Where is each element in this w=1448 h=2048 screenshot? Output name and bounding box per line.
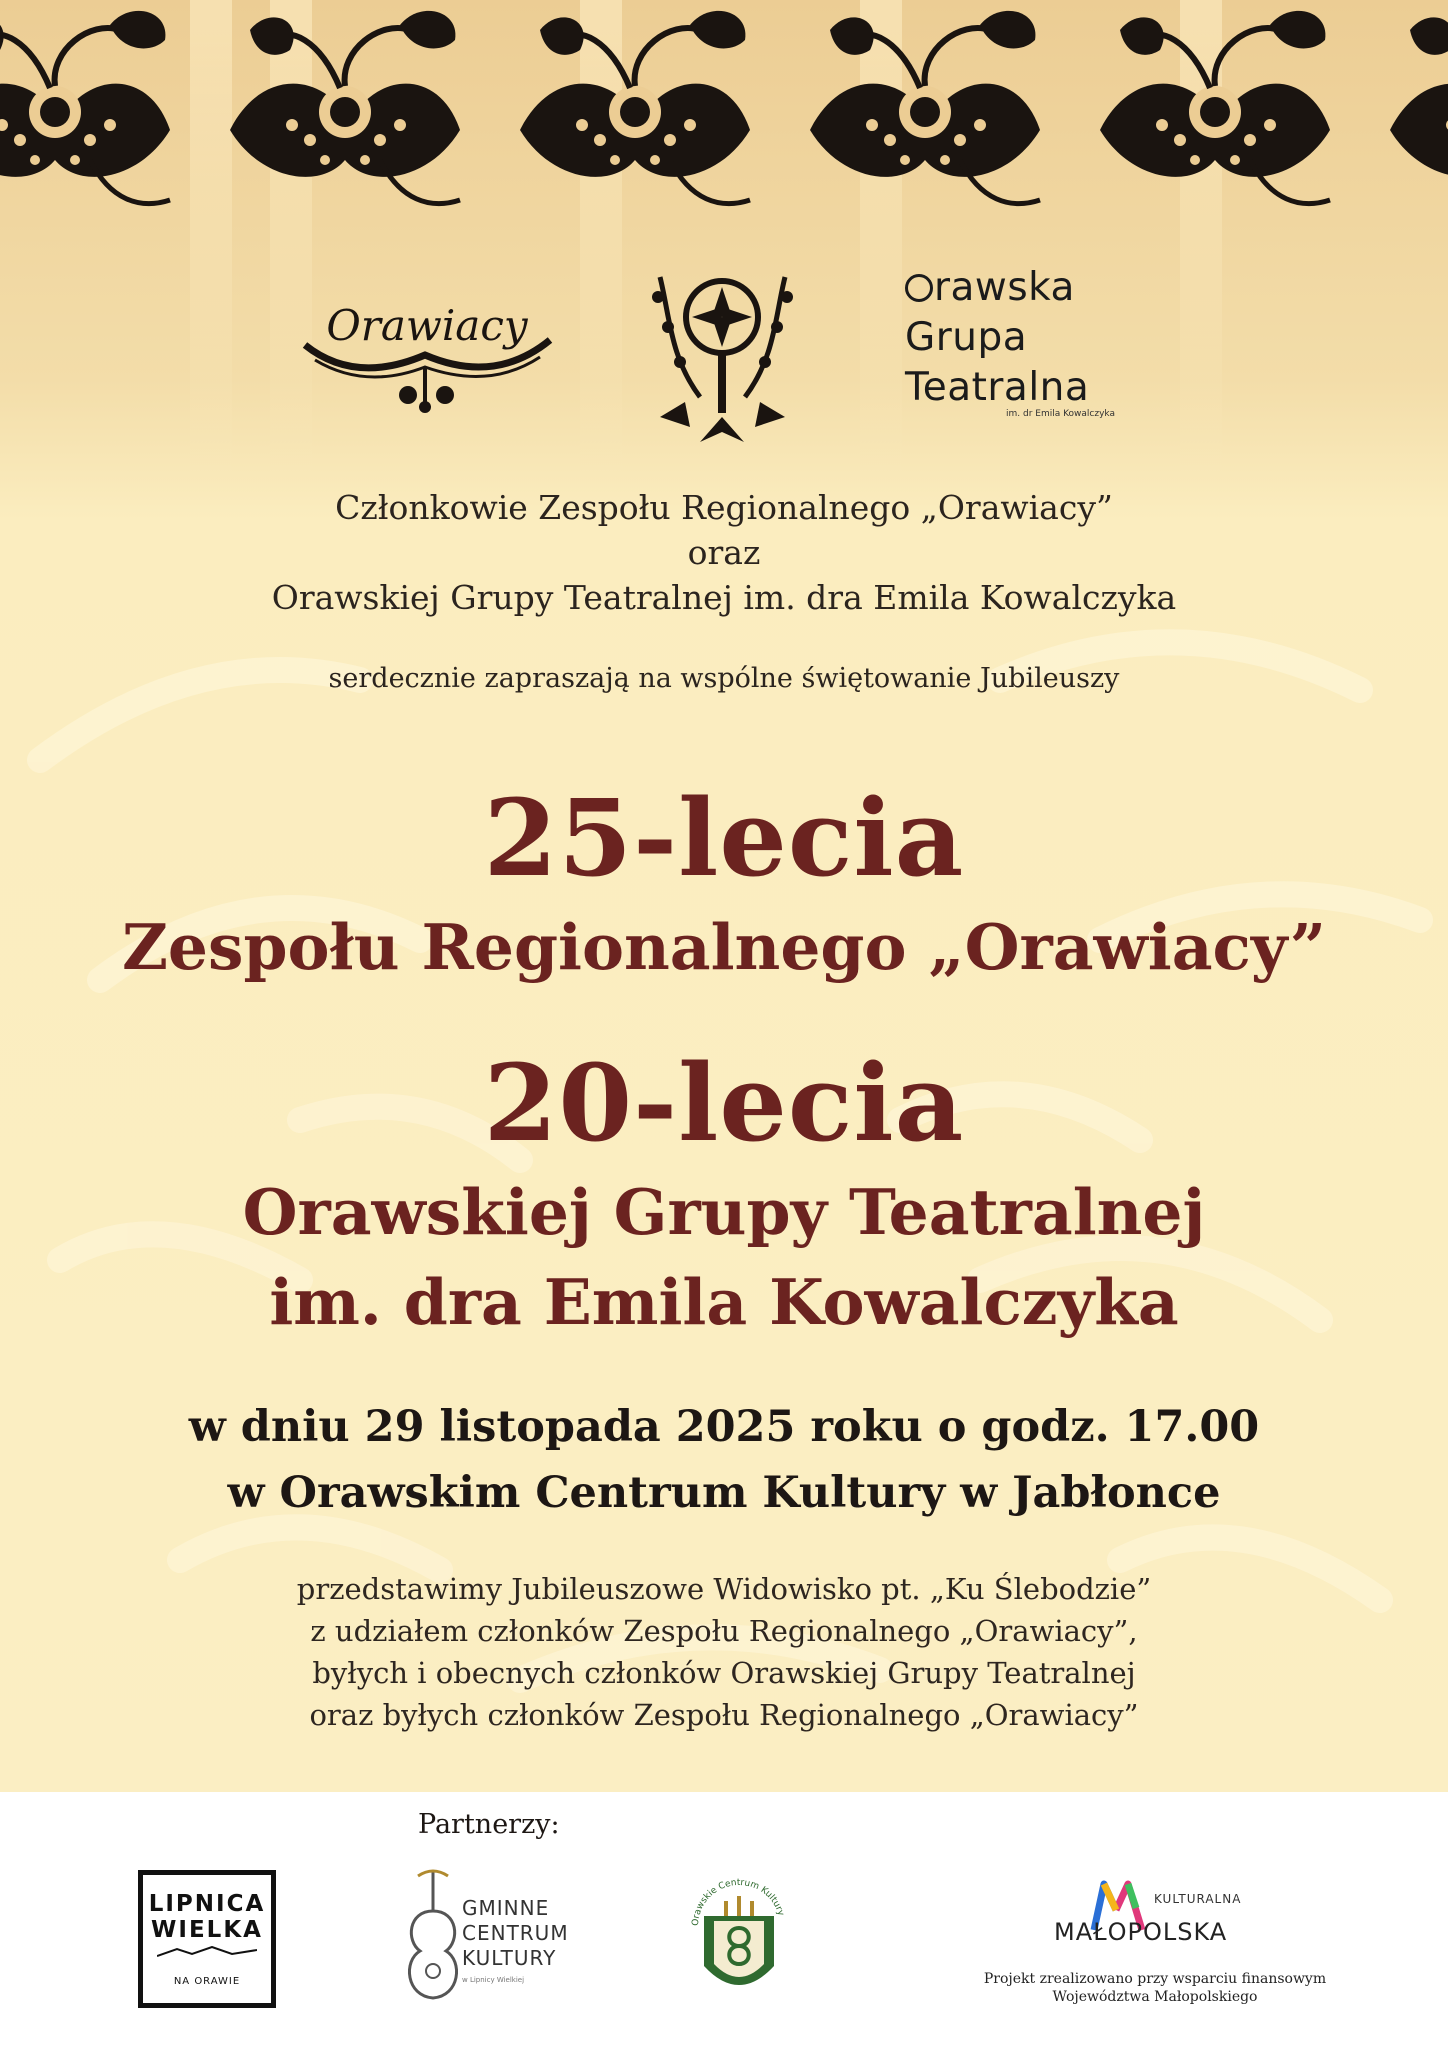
event-description [0,1568,1448,1736]
logos-row [0,255,1448,455]
ogt-logo-line1: rawska [905,263,1135,313]
funding-note [960,1970,1350,2006]
gck-logo-subtitle: w Lipnicy Wielkiej [462,1976,525,1984]
ogt-logo-line3: Teatralna [905,365,1090,410]
funding-note-line2: Województwa Małopolskiego [1052,1989,1258,2005]
ock-logo-arc-text: Orawskie Centrum Kultury [690,1877,786,1927]
intro-line-2: oraz [687,533,761,572]
ogt-logo-line2: Grupa [905,315,1028,360]
gck-line-2: CENTRUM [462,1921,569,1945]
mountains-icon [157,1946,257,1958]
jubilee-20-heading: 20-lecia [483,1040,965,1165]
ogt-logo-subtitle: im. dr Emila Kowalczyka [1006,409,1115,419]
description-line: byłych i obecnych członków Orawskiej Grupy Teatralnej [312,1656,1136,1690]
lipnica-wielka-logo [138,1870,276,2008]
folk-floral-border [0,0,1448,225]
folk-emblem-logo [640,267,805,447]
lipnica-logo-line1: LIPNICA [148,1891,266,1917]
jubilee-20-name-line1: Orawskiej Grupy Teatralnej [242,1175,1206,1249]
ogt-logo [905,263,1135,433]
event-date: w dniu 29 listopada 2025 roku o godz. 17.00 [188,1402,1260,1452]
intro-line-1: Członkowie Zespołu Regionalnego „Orawiacy” [335,488,1113,527]
partners-label: Partnerzy: [418,1809,560,1840]
violin-icon [398,1866,468,2006]
description-line: z udziałem członków Zespołu Regionalnego „Orawiacy”, [310,1614,1138,1648]
lipnica-logo-line3: NA ORAWIE [173,1976,241,1987]
description-line: przedstawimy Jubileuszowe Widowisko pt. „Ku Ślebodzie” [296,1572,1152,1606]
lipnica-logo-line2: WIELKA [151,1917,263,1943]
gck-line-3: KULTURY [462,1946,557,1970]
funding-note-line1: Projekt zrealizowano przy wsparciu finansowym [983,1971,1327,1987]
orawiacy-logo [295,285,560,415]
jubilee-20-name-line2: im. dra Emila Kowalczyka [269,1265,1179,1339]
event-place: w Orawskim Centrum Kultury w Jabłonce [227,1468,1221,1518]
malopolska-logo-name: MAŁOPOLSKA [1054,1918,1228,1946]
rosette-icon [905,274,933,302]
orawiacy-logo-text: Orawiacy [326,301,528,350]
jubilee-25-heading: 25-lecia [483,775,965,900]
gck-logo-text [462,1896,569,1971]
gck-line-1: GMINNE [462,1896,550,1920]
malopolska-logo [960,1862,1350,2042]
intro-block [0,485,1448,620]
description-line: oraz byłych członków Zespołu Regionalnego „Orawiacy” [309,1698,1139,1732]
intro-line-3: Orawskiej Grupy Teatralnej im. dra Emila Kowalczyka [271,578,1177,617]
malopolska-logo-kulturalna: KULTURALNA [1154,1892,1242,1906]
gck-logo [398,1866,568,2006]
ock-logo [686,1866,792,2006]
jubilee-25-name: Zespołu Regionalnego „Orawiacy” [121,910,1327,984]
invitation-line: serdecznie zapraszają na wspólne świętowanie Jubileuszy [328,663,1120,694]
partners-footer [0,1792,1448,2048]
